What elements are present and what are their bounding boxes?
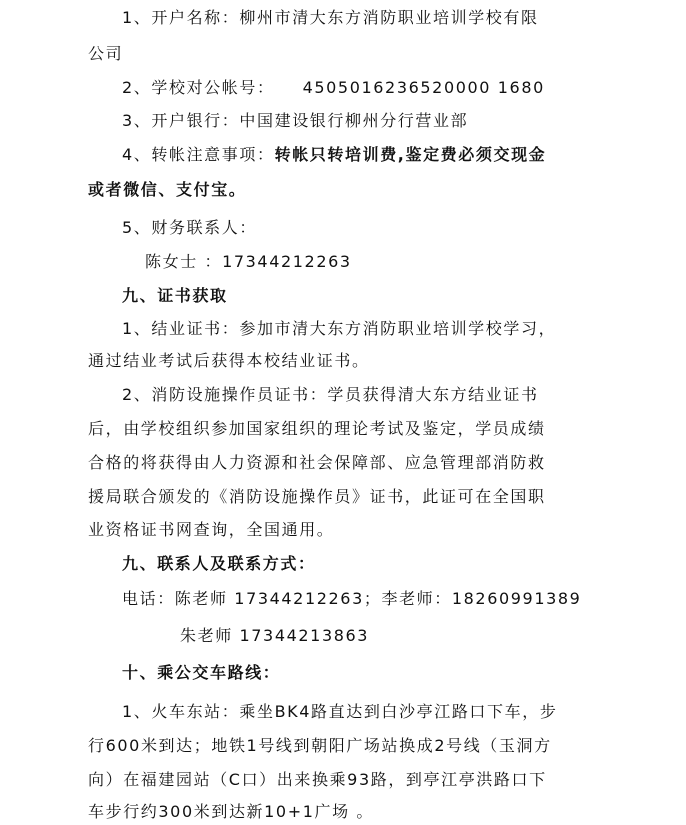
- account-name-line: [122, 8, 539, 28]
- bus-heading: 十、乘公交车路线：: [122, 663, 281, 682]
- bank-value: 中国建设银行柳州分行营业部: [239, 111, 469, 130]
- account-number-label: 2、学校对公帐号：: [122, 78, 275, 97]
- certificate-heading: 九、证书获取: [122, 286, 228, 305]
- account-number-value: 4505016236520000 1680: [302, 78, 545, 97]
- account-name-value: 柳州市清大东方消防职业培训学校有限: [239, 8, 539, 27]
- certificate-item2-line3: 合格的将获得由人力资源和社会保障部、应急管理部消防救: [88, 453, 546, 472]
- bank-line: [122, 111, 468, 131]
- certificate-item1-line1: 1、结业证书：参加市清大东方消防职业培训学校学习，: [122, 319, 557, 338]
- certificate-item2-line1: 2、消防设施操作员证书：学员获得清大东方结业证书: [122, 385, 539, 404]
- bus-line3: 向）在福建园站（C口）出来换乘93路，到亭江亭洪路口下: [88, 770, 547, 789]
- finance-contact-value: 陈女士 ：17344212263: [145, 252, 352, 271]
- bus-line2: 行600米到达；地铁1号线到朝阳广场站换成2号线（玉洞方: [88, 736, 552, 755]
- bus-line1: 1、火车东站：乘坐BK4路直达到白沙亭江路口下车，步: [122, 702, 558, 721]
- transfer-note-label: 4、转帐注意事项：: [122, 145, 275, 164]
- bus-line4: 车步行约300米到达新10+1广场 。: [88, 802, 374, 821]
- contact-heading: 九、联系人及联系方式：: [122, 554, 316, 573]
- account-number-line: [122, 78, 545, 98]
- certificate-item2-line5: 业资格证书网查询，全国通用。: [88, 520, 335, 539]
- transfer-note-continuation: 或者微信、支付宝。: [88, 180, 247, 199]
- bank-label: 3、开户银行：: [122, 111, 240, 130]
- transfer-note-line: [122, 145, 546, 165]
- account-name-continuation: 公司: [88, 44, 124, 63]
- account-name-label: 1、开户名称：: [122, 8, 240, 27]
- transfer-note-value: 转帐只转培训费,鉴定费必须交现金: [274, 145, 547, 164]
- contact-phone-line1: 电话：陈老师 17344212263；李老师：18260991389: [122, 589, 582, 608]
- finance-contact-label: 5、财务联系人：: [122, 218, 257, 237]
- contact-phone-line2: 朱老师 17344213863: [180, 626, 370, 645]
- certificate-item1-line2: 通过结业考试后获得本校结业证书。: [88, 351, 370, 370]
- certificate-item2-line2: 后，由学校组织参加国家组织的理论考试及鉴定，学员成绩: [88, 419, 546, 438]
- certificate-item2-line4: 援局联合颁发的《消防设施操作员》证书，此证可在全国职: [88, 487, 546, 506]
